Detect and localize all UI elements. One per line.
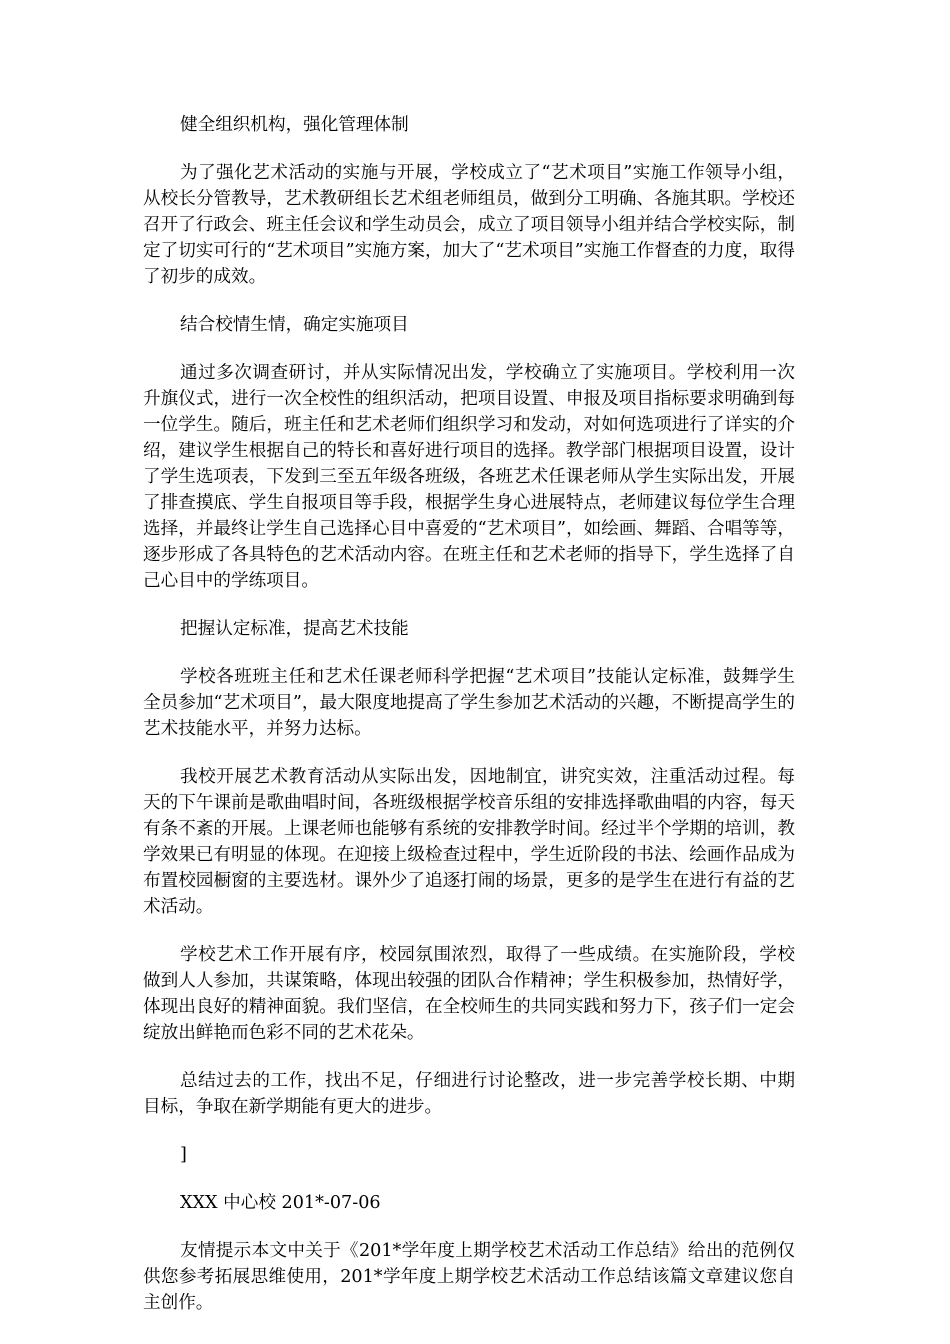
paragraph-organization: 为了强化艺术活动的实施与开展，学校成立了“艺术项目”实施工作领导小组，从校长分管教导，艺术教研组长艺术组老师组员，做到分工明确、各施其职。学校还召开了行政会、班主任会议和学生动员会，成立了项目领导小组并结合学校实际，制定了切实可行的“艺术项目”实施方案，加大了“艺术项目”实施工作督查的力度，取得了初步的成效。	[143, 163, 795, 287]
section-heading-projects: 结合校情生情，确定实施项目	[180, 315, 409, 335]
section-heading-standards: 把握认定标准，提高艺术技能	[180, 619, 409, 639]
paragraph-standards: 学校各班班主任和艺术任课老师科学把握“艺术项目”技能认定标准，鼓舞学生全员参加“艺术项目”，最大限度地提高了学生参加艺术活动的兴趣，不断提高学生的艺术技能水平，并努力达标。	[143, 667, 795, 739]
paragraph-results: 学校艺术工作开展有序，校园氛围浓烈，取得了一些成绩。在实施阶段，学校做到人人参加，共谋策略，体现出较强的团队合作精神；学生积极参加，热情好学，体现出良好的精神面貌。我们坚信，在全校师生的共同实践和努力下，孩子们一定会绽放出鲜艳而色彩不同的艺术花朵。	[143, 945, 795, 1043]
paragraph-projects: 通过多次调查研讨，并从实际情况出发，学校确立了实施项目。学校利用一次升旗仪式，进行一次全校性的组织活动，把项目设置、申报及项目指标要求明确到每一位学生。随后，班主任和艺术老师们组织学习和发动，对如何选项进行了详实的介绍，建议学生根据自己的特长和喜好进行项目的选择。教学部门根据项目设置，设计了学生选项表，下发到三至五年级各班级，各班艺术任课老师从学生实际出发，开展了排查摸底、学生自报项目等手段，根据学生身心进展特点，老师建议每位学生合理选择，并最终让学生自己选择心目中喜爱的“艺术项目”，如绘画、舞蹈、合唱等等，逐步形成了各具特色的艺术活动内容。在班主任和艺术老师的指导下，学生选择了自己心目中的学练项目。	[143, 363, 795, 591]
disclaimer-note: 友情提示本文中关于《201*学年度上期学校艺术活动工作总结》给出的范例仅供您参考拓展思维使用，201*学年度上期学校艺术活动工作总结该篇文章建议您自主创作。	[143, 1241, 795, 1313]
paragraph-summary: 总结过去的工作，找出不足，仔细进行讨论整改，进一步完善学校长期、中期目标，争取在新学期能有更大的进步。	[143, 1071, 795, 1117]
signature-line: XXX 中心校 201*-07-06	[180, 1193, 381, 1213]
bracket-mark: ]	[180, 1145, 187, 1165]
paragraph-activities: 我校开展艺术教育活动从实际出发，因地制宜，讲究实效，注重活动过程。每天的下午课前是歌曲唱时间，各班级根据学校音乐组的安排选择歌曲唱的内容，每天有条不紊的开展。上课老师也能够有系统的安排教学时间。经过半个学期的培训，教学效果已有明显的体现。在迎接上级检查过程中，学生近阶段的书法、绘画作品成为布置校园橱窗的主要选材。课外少了追逐打闹的场景，更多的是学生在进行有益的艺术活动。	[143, 767, 795, 917]
section-heading-organization: 健全组织机构，强化管理体制	[180, 115, 409, 135]
document-body	[143, 112, 795, 1338]
